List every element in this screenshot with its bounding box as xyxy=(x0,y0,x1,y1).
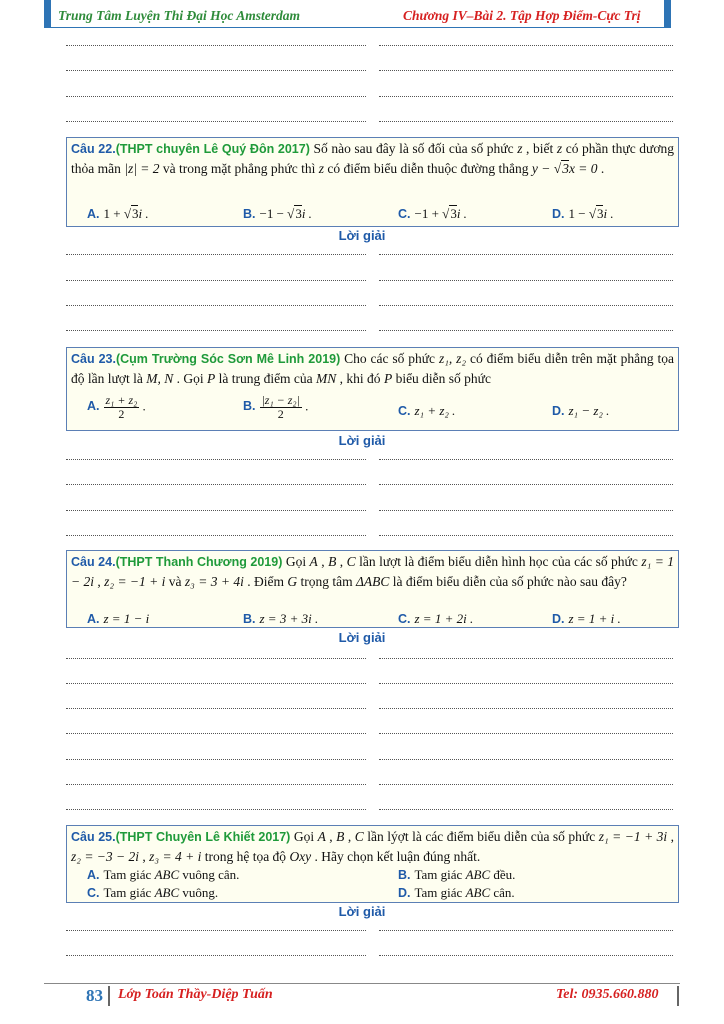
answer-line xyxy=(66,254,366,255)
option-c: C. z₁ + z₂ . xyxy=(398,403,456,418)
option-b: B. −1 − √3i . xyxy=(243,206,312,221)
answer-line xyxy=(66,733,366,734)
answer-line xyxy=(379,510,673,511)
question-source: (THPT chuyên Lê Quý Đôn 2017) xyxy=(115,142,310,156)
answer-line xyxy=(379,484,673,485)
answer-line xyxy=(379,70,673,71)
answer-line xyxy=(66,45,366,46)
header-bar-left xyxy=(44,0,51,28)
answer-line xyxy=(379,658,673,659)
solution-label: Lời giải xyxy=(338,630,386,645)
answer-line xyxy=(379,459,673,460)
answer-line xyxy=(66,330,366,331)
answer-line xyxy=(66,510,366,511)
question-22-box xyxy=(66,137,679,227)
answer-line xyxy=(379,683,673,684)
question-25-box xyxy=(66,825,679,903)
answer-line xyxy=(379,254,673,255)
footer-rule xyxy=(44,983,680,984)
answer-line xyxy=(379,759,673,760)
answer-line xyxy=(379,809,673,810)
option-a: A. $\frac{\text{z₁ + z₂}}{2}$ . xyxy=(87,393,146,421)
answer-line xyxy=(379,121,673,122)
answer-line xyxy=(379,784,673,785)
answer-line xyxy=(66,784,366,785)
answer-line xyxy=(66,459,366,460)
answer-line xyxy=(66,305,366,306)
option-b: B. $\frac{\text{|z₁ − z₂|}}{2}$ . xyxy=(243,393,309,421)
answer-line xyxy=(66,484,366,485)
question-23-text: Câu 23.(Cụm Trường Sóc Sơn Mê Linh 2019) Cho các số phức z₁, z₂ có điểm biểu diễn trên mặt phẳng tọa độ lần lượt là M, N . Gọi P là trung điểm của MN , khi đó P biểu diễn số phức xyxy=(71,351,675,386)
answer-line xyxy=(66,658,366,659)
option-c: C. Tam giác ABC vuông. xyxy=(87,885,219,900)
footer-separator xyxy=(108,986,110,1006)
option-c: C. −1 + √3i . xyxy=(398,206,467,221)
answer-line xyxy=(66,121,366,122)
option-d: D. 1 − √3i . xyxy=(552,206,614,221)
option-a: A. z = 1 − i xyxy=(87,611,150,626)
answer-line xyxy=(66,683,366,684)
answer-line xyxy=(66,96,366,97)
option-a: A. 1 + √3i . xyxy=(87,206,149,221)
answer-line xyxy=(379,708,673,709)
solution-label: Lời giải xyxy=(338,228,386,243)
footer-separator xyxy=(677,986,679,1006)
answer-line xyxy=(379,96,673,97)
answer-line xyxy=(379,280,673,281)
question-24-box xyxy=(66,550,679,628)
answer-line xyxy=(66,280,366,281)
answer-line xyxy=(379,305,673,306)
option-a: A. Tam giác ABC vuông cân. xyxy=(87,867,240,882)
option-b: B. z = 3 + 3i . xyxy=(243,611,319,626)
question-22-text: Câu 22.(THPT chuyên Lê Quý Đôn 2017) Số nào sau đây là số đối của số phức z , biết z có phần thực dương thỏa mãn |z| = 2 và trong mặt phẳng phức thì z có điểm biểu diễn thuộc đường thẳng y − √3x = 0 . xyxy=(71,141,674,176)
header-chapter-title: Chương IV–Bài 2. Tập Hợp Điểm-Cực Trị xyxy=(403,8,641,23)
option-b: B. Tam giác ABC đều. xyxy=(398,867,516,882)
header-rule xyxy=(51,27,664,28)
answer-line xyxy=(66,708,366,709)
option-d: D. Tam giác ABC cân. xyxy=(398,885,515,900)
answer-line xyxy=(379,330,673,331)
answer-line xyxy=(66,930,366,931)
answer-line xyxy=(379,535,673,536)
answer-line xyxy=(379,930,673,931)
header-center-name: Trung Tâm Luyện Thi Đại Học Amsterdam xyxy=(58,8,301,23)
question-25-text: Câu 25.(THPT Chuyên Lê Khiết 2017) Gọi A , B , C lần lýợt là các điểm biểu diễn của số phức z₁ = −1 + 3i , z₂ = −3 − 2i , z₃ = 4 + i trong hệ tọa độ Oxy . Hãy chọn kết luận đúng nhất. xyxy=(71,829,675,864)
solution-label: Lời giải xyxy=(338,904,386,919)
question-23-box xyxy=(66,347,679,431)
option-d: D. z₁ − z₂ . xyxy=(552,403,610,418)
answer-line xyxy=(66,70,366,71)
answer-line xyxy=(66,809,366,810)
page-number: 83 xyxy=(86,986,103,1005)
solution-label: Lời giải xyxy=(338,433,386,448)
option-c: C. z = 1 + 2i . xyxy=(398,611,474,626)
answer-line xyxy=(379,955,673,956)
answer-line xyxy=(379,733,673,734)
answer-line xyxy=(379,45,673,46)
question-number: Câu 22. xyxy=(71,142,116,156)
footer-phone: Tel: 0935.660.880 xyxy=(556,987,659,1002)
answer-line xyxy=(66,535,366,536)
answer-line xyxy=(66,955,366,956)
option-d: D. z = 1 + i . xyxy=(552,611,621,626)
header-bar-right xyxy=(664,0,671,28)
answer-line xyxy=(66,759,366,760)
footer-class-name: Lớp Toán Thầy-Diệp Tuấn xyxy=(118,987,273,1002)
question-24-text: Câu 24.(THPT Thanh Chương 2019) Gọi A , B , C lần lượt là điểm biểu diễn hình học của các số phức z₁ = 1 − 2i , z₂ = −1 + i và z₃ = 3 + 4i . Điểm G trọng tâm ΔABC là điểm biểu diễn của số phức nào sau đây? xyxy=(71,554,675,589)
